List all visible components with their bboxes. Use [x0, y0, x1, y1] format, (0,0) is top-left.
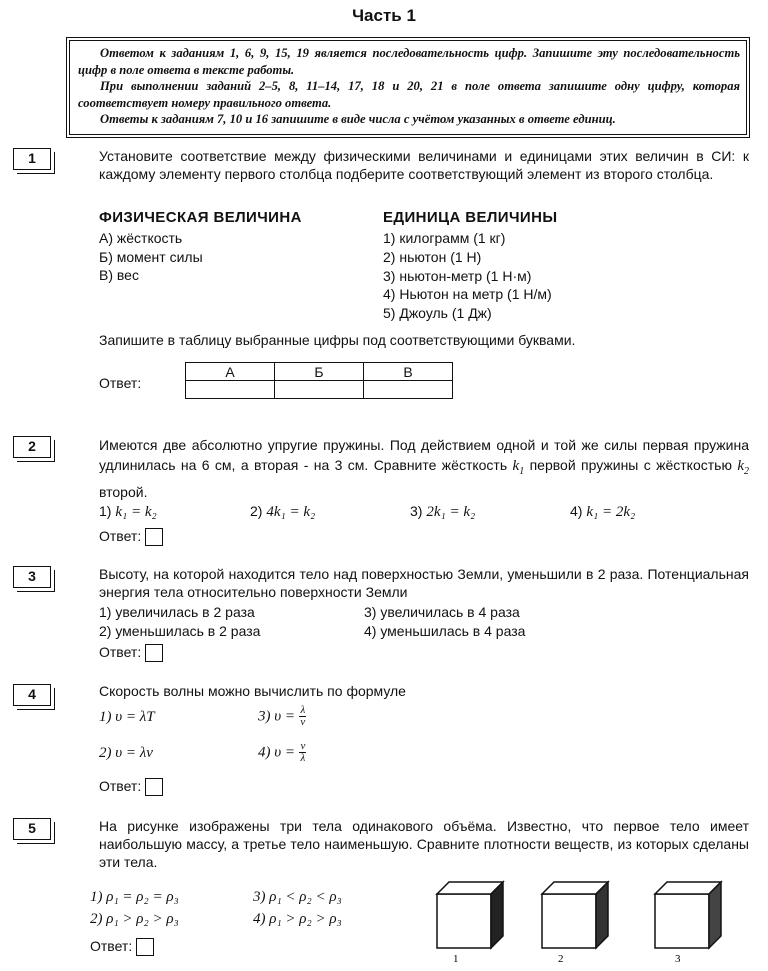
q2-option-2-num: 2)	[250, 503, 263, 519]
q1-text: Установите соответствие между физическими величинами и единицами этих величин в СИ: к каждому элементу первого столбца подберите соответствующий элемент из второго столбца.	[99, 148, 749, 182]
question-number-3: 3	[13, 566, 51, 588]
q4-option-3-fraction	[299, 705, 306, 728]
q4-option-3-numerator: λ	[300, 704, 306, 716]
q5-answer-box[interactable]	[136, 938, 154, 956]
q2-text-a: Имеются две абсолютно упругие пружины. Под действием одной и той же силы первая пружина удлинилась на 6 см, а вторая - на 3 см. Сравните жёсткость	[99, 437, 749, 473]
q3-answer-box[interactable]	[145, 644, 163, 662]
q2-option-3-math: 2k₁ = k₂	[426, 504, 476, 520]
q1-right-item-2: 2) ньютон (1 Н)	[383, 248, 482, 265]
q2-option-2-math: 4k₁ = k₂	[266, 504, 316, 520]
q3-answer-row	[99, 643, 163, 662]
q2-answer-label: Ответ:	[99, 528, 142, 544]
q2-option-4	[570, 502, 635, 521]
q4-option-4-denominator: λ	[300, 752, 306, 764]
q1-table-header-c: В	[364, 363, 453, 381]
page-title: Часть 1	[352, 6, 416, 25]
q3-option-1: 1) увеличилась в 2 раза	[99, 604, 255, 620]
q1-right-item-3: 3) ньютон-метр (1 Н·м)	[383, 267, 532, 284]
q2-text	[99, 435, 749, 502]
q1-right-item-4: 4) Ньютон на метр (1 Н/м)	[383, 286, 552, 303]
q1-answer-cell-c[interactable]	[364, 381, 453, 399]
q4-option-2: 2) υ = λν	[99, 745, 153, 761]
q4-text: Скорость волны можно вычислить по формуле	[99, 683, 406, 699]
q1-left-header: ФИЗИЧЕСКАЯ ВЕЛИЧИНА	[99, 209, 302, 226]
q2-k2-letter: k	[737, 458, 745, 474]
q5-options-left	[90, 886, 179, 930]
q2-option-1-num: 1)	[99, 503, 112, 519]
q1-left-item-b: Б) момент силы	[99, 248, 203, 265]
q3-option-2: 2) уменьшилась в 2 раза	[99, 623, 261, 639]
q2-option-1	[99, 502, 157, 521]
q5-option-4: 4) ρ₁ > ρ₂ > ρ₃	[253, 911, 342, 927]
instructions-box	[69, 40, 747, 135]
q1-right-item-1: 1) килограмм (1 кг)	[383, 230, 506, 246]
q4-option-3-pre: 3) υ =	[258, 708, 296, 725]
q4-option-4-numerator: ν	[300, 740, 306, 752]
q3-options-right	[364, 603, 525, 641]
q5-option-2: 2) ρ₁ > ρ₂ > ρ₃	[90, 911, 179, 927]
q1-answer-table	[185, 362, 453, 399]
q1-answer-label: Ответ:	[99, 375, 142, 391]
q5-text: На рисунке изображены три тела одинакового объёма. Известно, что первое тело имеет наибольшую массу, а третье тело наименьшую. Сравните плотности веществ, из которых сделаны эти тела.	[99, 818, 749, 870]
q2-option-4-num: 4)	[570, 503, 583, 519]
q1-table-instruction: Запишите в таблицу выбранные цифры под соответствующими буквами.	[99, 332, 576, 348]
q1-table-header-a: А	[186, 363, 275, 381]
q4-option-4-pre: 4) υ =	[258, 744, 296, 761]
question-number-4: 4	[13, 684, 51, 706]
q3-option-4: 4) уменьшилась в 4 раза	[364, 623, 526, 639]
q5-options-right	[253, 886, 342, 930]
q4-answer-row	[99, 777, 163, 796]
q3-options-left	[99, 603, 260, 641]
instruction-3: Ответы к заданиям 7, 10 и 16 запишите в виде числа с учётом указанных в ответе единиц.	[100, 112, 616, 126]
cubes-figure	[425, 870, 745, 965]
q2-text-c: второй.	[99, 484, 148, 500]
q1-answer-cell-b[interactable]	[275, 381, 364, 399]
question-number-1: 1	[13, 148, 51, 170]
q3-answer-label: Ответ:	[99, 644, 142, 660]
cube-1	[437, 882, 503, 948]
cube-label-2: 2	[558, 953, 564, 965]
q2-k1	[512, 458, 525, 477]
q1-right-item-5: 5) Джоуль (1 Дж)	[383, 305, 492, 322]
question-number-2: 2	[13, 436, 51, 458]
q5-option-3: 3) ρ₁ < ρ₂ < ρ₃	[253, 889, 342, 905]
q2-option-2	[250, 502, 315, 521]
q3-text: Высоту, на которой находится тело над поверхностью Земли, уменьшили в 2 раза. Потенциальная энергия тела относительно поверхности Земли	[99, 566, 749, 600]
q1-answer-cell-a[interactable]	[186, 381, 275, 399]
instruction-2: При выполнении заданий 2–5, 8, 11–14, 17, 18 и 20, 21 в поле ответа запишите одну цифру, которая соответствует номеру правильного ответа.	[78, 79, 740, 110]
q2-k2	[737, 458, 750, 477]
q4-option-4-fraction	[299, 741, 306, 764]
q5-answer-label: Ответ:	[90, 938, 133, 954]
q1-left-item-c: В) вес	[99, 267, 139, 283]
q5-option-1: 1) ρ₁ = ρ₂ = ρ₃	[90, 889, 179, 905]
q1-right-list	[383, 229, 552, 323]
q2-option-1-math: k₁ = k₂	[115, 504, 157, 520]
q1-right-header: ЕДИНИЦА ВЕЛИЧИНЫ	[383, 209, 558, 226]
q2-answer-row	[99, 527, 163, 546]
q4-option-3-denominator: ν	[300, 716, 306, 728]
instruction-1: Ответом к заданиям 1, 6, 9, 15, 19 является последовательность цифр. Запишите эту последовательность цифр в поле ответа в тексте работы.	[78, 46, 740, 77]
q2-k1-sub: 1	[519, 466, 525, 477]
cube-label-1: 1	[453, 953, 459, 965]
q1-table-header-b: Б	[275, 363, 364, 381]
q2-text-b: первой пружины с жёсткостью	[529, 457, 732, 473]
q3-option-3: 3) увеличилась в 4 раза	[364, 604, 520, 620]
q2-k1-letter: k	[512, 458, 520, 474]
q1-left-item-a: А) жёсткость	[99, 230, 183, 246]
q4-answer-box[interactable]	[145, 778, 163, 796]
cube-label-3: 3	[675, 953, 681, 965]
q4-answer-label: Ответ:	[99, 778, 142, 794]
q4-option-1: 1) υ = λT	[99, 709, 155, 725]
cube-2	[542, 882, 608, 948]
q1-left-list	[99, 229, 203, 285]
q4-option-4	[258, 741, 306, 764]
q4-option-3	[258, 705, 306, 728]
q2-option-3-num: 3)	[410, 503, 423, 519]
cube-3	[655, 882, 721, 948]
q2-k2-sub: 2	[744, 466, 750, 477]
q2-option-4-math: k₁ = 2k₂	[586, 504, 636, 520]
q5-answer-row	[90, 937, 154, 956]
q2-option-3	[410, 502, 475, 521]
question-number-5: 5	[13, 818, 51, 840]
q2-answer-box[interactable]	[145, 528, 163, 546]
